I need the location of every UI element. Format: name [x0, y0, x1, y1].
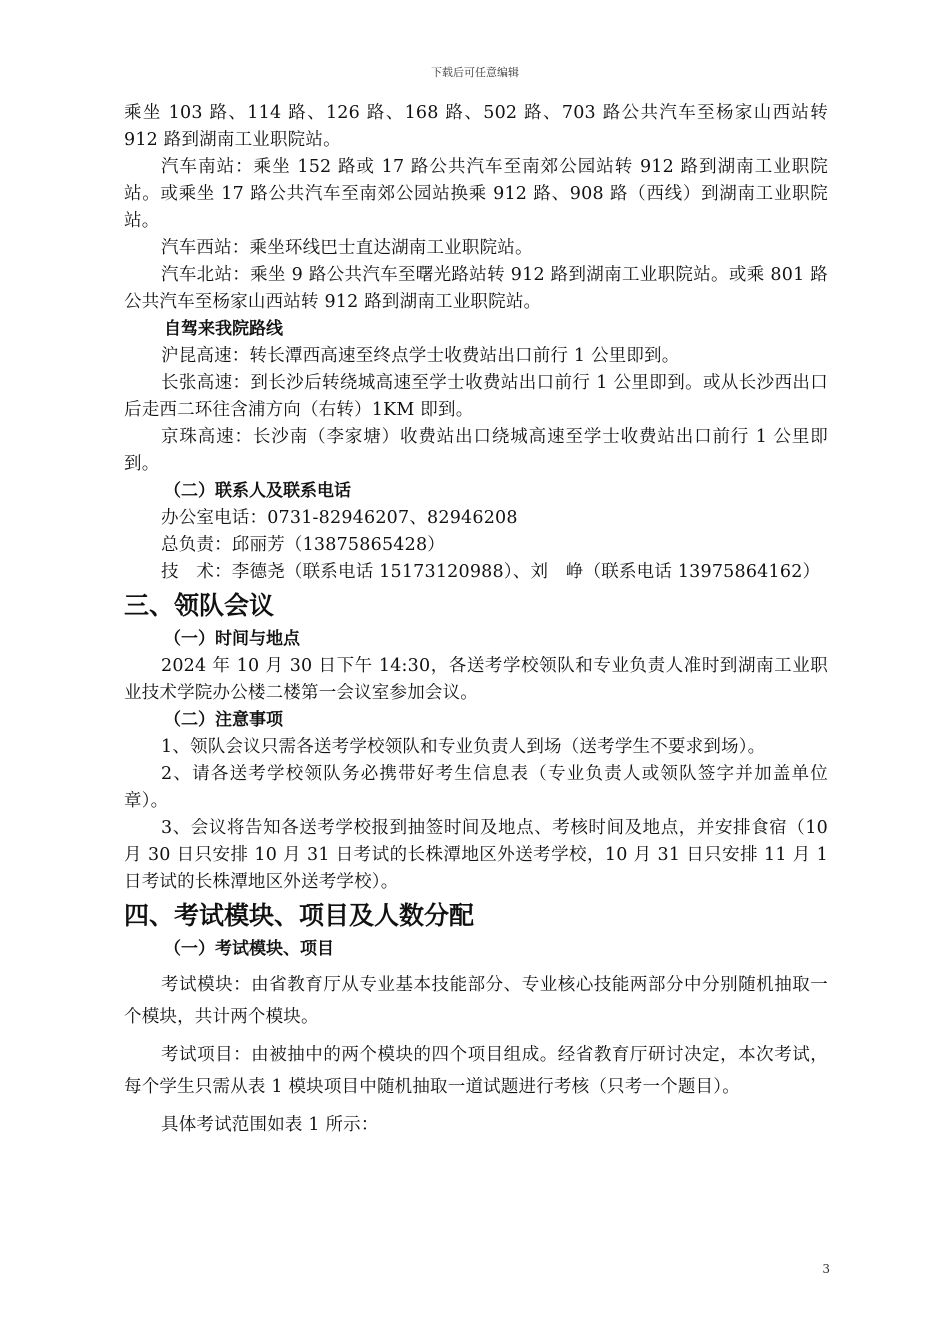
time-place-paragraph: 2024 年 10 月 30 日下午 14:30，各送考学校领队和专业负责人准时到湖南工业职业技术学院办公楼二楼第一会议室参加会议。: [124, 656, 828, 703]
page-header: 下载后可任意编辑: [431, 66, 519, 79]
section3-title: 三、领队会议: [124, 591, 275, 620]
west-station-paragraph: 汽车西站：乘坐环线巴士直达湖南工业职院站。: [161, 238, 533, 258]
tech-contact-line: 技 术：李德尧（联系电话 15173120988）、刘 峥（联系电话 13975864162）: [161, 562, 821, 582]
self-drive-heading: 自驾来我院路线: [164, 319, 283, 339]
scope-paragraph: 具体考试范围如表 1 所示：: [161, 1115, 379, 1135]
items-paragraph: 考试项目：由被抽中的两个模块的四个项目组成。经省教育厅研讨决定，本次考试，每个学生只需从表 1 模块项目中随机抽取一道试题进行考核（只考一个题目）。: [124, 1045, 828, 1097]
jingzhu-expressway-paragraph: 京珠高速：长沙南（李家塘）收费站出口绕城高速至学士收费站出口前行 1 公里即到。: [124, 427, 828, 474]
page-number: 3: [822, 1262, 830, 1276]
time-place-heading: （一）时间与地点: [164, 629, 300, 649]
note-2: 2、请各送考学校领队务必携带好考生信息表（专业负责人或领队签字并加盖单位章）。: [124, 764, 828, 811]
contact-heading: （二）联系人及联系电话: [164, 481, 351, 501]
modules-paragraph: 考试模块：由省教育厅从专业基本技能部分、专业核心技能两部分中分别随机抽取一个模块，共计两个模块。: [124, 975, 828, 1027]
changzhang-expressway-paragraph: 长张高速：到长沙后转绕城高速至学士收费站出口前行 1 公里即到。或从长沙西出口后走西二环往含浦方向（右转）1KM 即到。: [124, 373, 828, 420]
modules-heading: （一）考试模块、项目: [164, 939, 334, 959]
office-phone-line: 办公室电话：0731-82946207、82946208: [161, 508, 518, 528]
note-3: 3、会议将告知各送考学校报到抽签时间及地点、考核时间及地点，并安排食宿（10 月 30 日只安排 10 月 31 日考试的长株潭地区外送考学校，10 月 31 日只安排 11 月 1 日考试的长株潭地区外送考学校）。: [124, 818, 828, 892]
note-1: 1、领队会议只需各送考学校领队和专业负责人到场（送考学生不要求到场）。: [161, 737, 766, 757]
notes-heading: （二）注意事项: [164, 710, 283, 730]
south-station-paragraph: 汽车南站：乘坐 152 路或 17 路公共汽车至南郊公园站转 912 路到湖南工业职院站。或乘坐 17 路公共汽车至南郊公园站换乘 912 路、908 路（西线）到湖南工业职院站。: [124, 157, 828, 231]
north-station-paragraph: 汽车北站：乘坐 9 路公共汽车至曙光路站转 912 路到湖南工业职院站。或乘 801 路公共汽车至杨家山西站转 912 路到湖南工业职院站。: [124, 265, 828, 312]
chief-contact-line: 总负责：邱丽芳（13875865428）: [161, 535, 445, 555]
section4-title: 四、考试模块、项目及人数分配: [124, 901, 475, 930]
hukun-expressway-paragraph: 沪昆高速：转长潭西高速至终点学士收费站出口前行 1 公里即到。: [161, 346, 680, 366]
bus-route-paragraph: 乘坐 103 路、114 路、126 路、168 路、502 路、703 路公共汽车至杨家山西站转 912 路到湖南工业职院站。: [124, 103, 828, 150]
document-body: [124, 100, 828, 1141]
